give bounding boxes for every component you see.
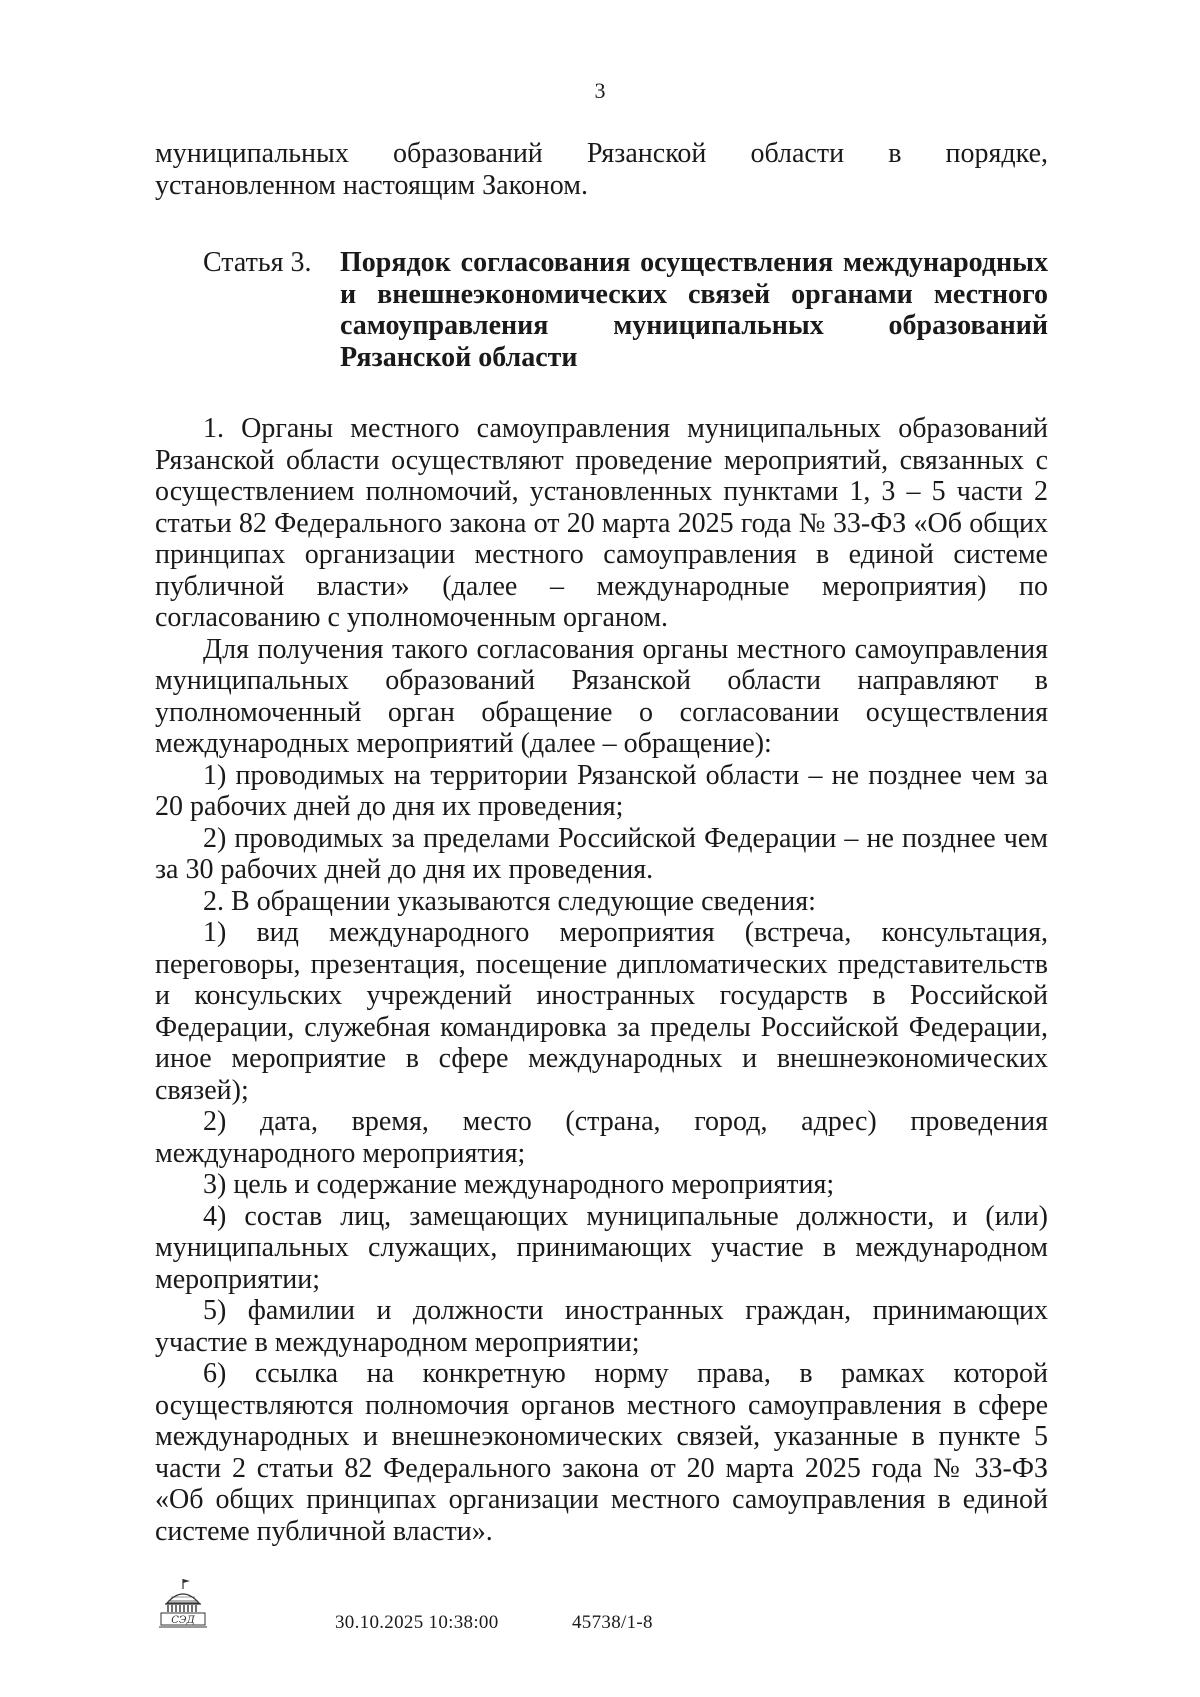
list-item-1-1: 1) проводимых на территории Рязанской области – не позднее чем за 20 рабочих дней до дня их проведения; [155, 759, 1048, 822]
paragraph-section-2: 2. В обращении указываются следующие сведения: [203, 885, 816, 917]
document-body [155, 138, 1048, 1547]
list-item-2-5: 5) фамилии и должности иностранных граждан, принимающих участие в международном мероприятии; [155, 1295, 1048, 1358]
list-item-1-2: 2) проводимых за пределами Российской Федерации – не позднее чем за 30 рабочих дней до дня их проведения. [155, 822, 1048, 885]
paragraph-2: Для получения такого согласования органы местного самоуправления муниципальных образований Рязанской области направляют в уполномоченный орган обращение о согласовании осуществления международных мероприятий (далее – обращение): [155, 633, 1048, 759]
page-number: 3 [594, 78, 606, 103]
footer-timestamp: 30.10.2025 10:38:00 [335, 1612, 499, 1633]
list-item-2-6: 6) ссылка на конкретную норму права, в рамках которой осуществляются полномочия органов местного самоуправления в сфере международных и внешнеэкономических связей, указанные в пункте 5 части 2 статьи 82 Федерального закона от 20 марта 2025 года № 33-ФЗ «Об общих принципах организации местного самоуправления в единой системе публичной власти». [155, 1358, 1048, 1547]
article-heading [155, 247, 1048, 373]
list-item-2-3: 3) цель и содержание международного мероприятия; [203, 1169, 835, 1200]
sed-logo-icon [157, 1577, 213, 1629]
paragraph-1: 1. Органы местного самоуправления муниципальных образований Рязанской области осуществляют проведение мероприятий, связанных с осуществлением полномочий, установленных пунктами 1, 3 – 5 части 2 статьи 82 Федерального закона от 20 марта 2025 года № 33-ФЗ «Об общих принципах организации местного самоуправления в единой системе публичной власти» (далее – международные мероприятия) по согласованию с уполномоченным органом. [155, 413, 1048, 633]
list-item-2-1: 1) вид международного мероприятия (встреча, консультация, переговоры, презентация, посещение дипломатических представительств и консульских учреждений иностранных государств в Российской Федерации, служебная командировка за пределы Российской Федерации, иное мероприятие в сфере международных и внешнеэкономических связей); [155, 917, 1048, 1106]
article-label: Статья 3. [203, 247, 312, 278]
list-item-2-4: 4) состав лиц, замещающих муниципальные должности, и (или) муниципальных служащих, принимающих участие в международном мероприятии; [155, 1200, 1048, 1295]
intro-paragraph: муниципальных образований Рязанской области в порядке, установленном настоящим Законом. [155, 138, 1048, 201]
svg-text:СЭД: СЭД [171, 1615, 195, 1626]
list-item-2-2: 2) дата, время, место (страна, город, адрес) проведения международного мероприятия; [155, 1106, 1048, 1169]
article-title: Порядок согласования осуществления международных и внешнеэкономических связей органами местного самоуправления муниципальных образований Рязанской области [340, 247, 1048, 373]
footer-document-id: 45738/1-8 [572, 1612, 653, 1633]
